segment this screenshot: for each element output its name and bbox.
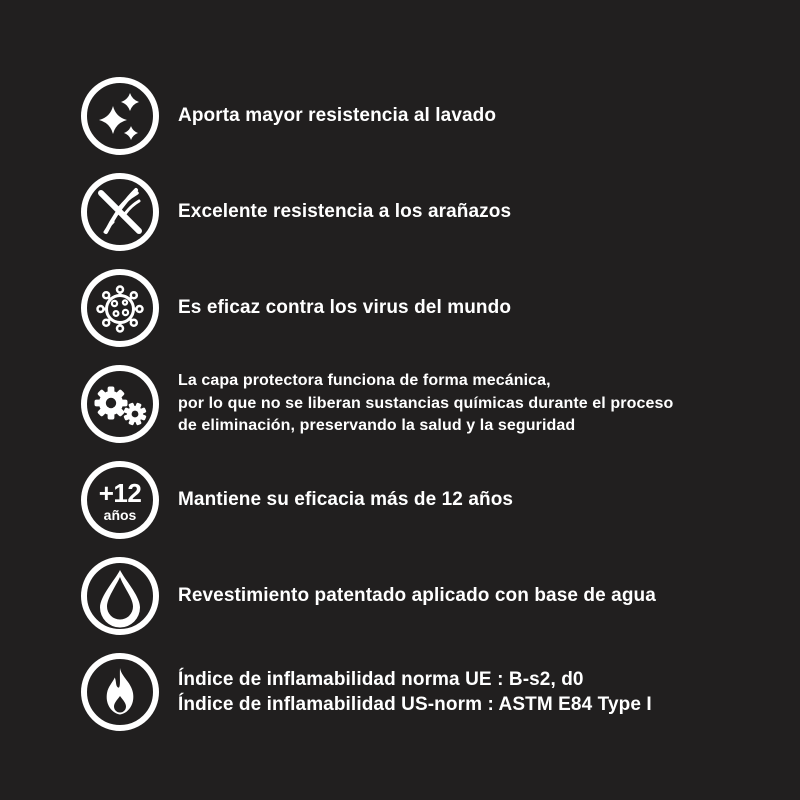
feature-line: Índice de inflamabilidad US-norm : ASTM E84 Type I (178, 694, 652, 715)
feature-row-water-based (80, 548, 800, 644)
feature-row-flammability (80, 644, 800, 740)
feature-text (178, 667, 652, 717)
feature-line: La capa protectora funciona de forma mecánica, (178, 371, 551, 389)
badge-bottom-text: años (103, 507, 137, 523)
badge-top-text: +12 (98, 478, 142, 508)
feature-text (178, 583, 656, 608)
feature-line: Excelente resistencia a los arañazos (178, 201, 512, 223)
feature-line: Es eficaz contra los virus del mundo (178, 297, 512, 319)
feature-line: por lo que no se liberan sustancias químicas durante el proceso (178, 394, 674, 412)
plus-12-years-label (80, 460, 160, 540)
sparkles-icon (80, 76, 160, 156)
feature-line: Mantiene su eficacia más de 12 años (178, 489, 514, 511)
virus-icon (80, 268, 160, 348)
feature-row-virus-protection (80, 260, 800, 356)
feature-line: Aporta mayor resistencia al lavado (178, 105, 497, 127)
feature-line: Revestimiento patentado aplicado con base de agua (178, 585, 656, 607)
feature-text (178, 487, 513, 512)
flame-icon (80, 652, 160, 732)
feature-row-wash-resistance (80, 68, 800, 164)
water-drop-icon (80, 556, 160, 636)
gears-icon (80, 364, 160, 444)
feature-text (178, 103, 496, 128)
feature-line: de eliminación, preservando la salud y la seguridad (178, 417, 576, 435)
feature-text (178, 199, 511, 224)
feature-text (178, 295, 511, 320)
feature-text (178, 370, 673, 438)
feature-line: Índice de inflamabilidad norma UE : B-s2, d0 (178, 668, 584, 690)
no-scratches-icon (80, 172, 160, 252)
feature-row-scratch-resistance (80, 164, 800, 260)
feature-row-mechanical-action (80, 356, 800, 452)
plus-12-years-icon (80, 460, 160, 540)
feature-row-durability (80, 452, 800, 548)
